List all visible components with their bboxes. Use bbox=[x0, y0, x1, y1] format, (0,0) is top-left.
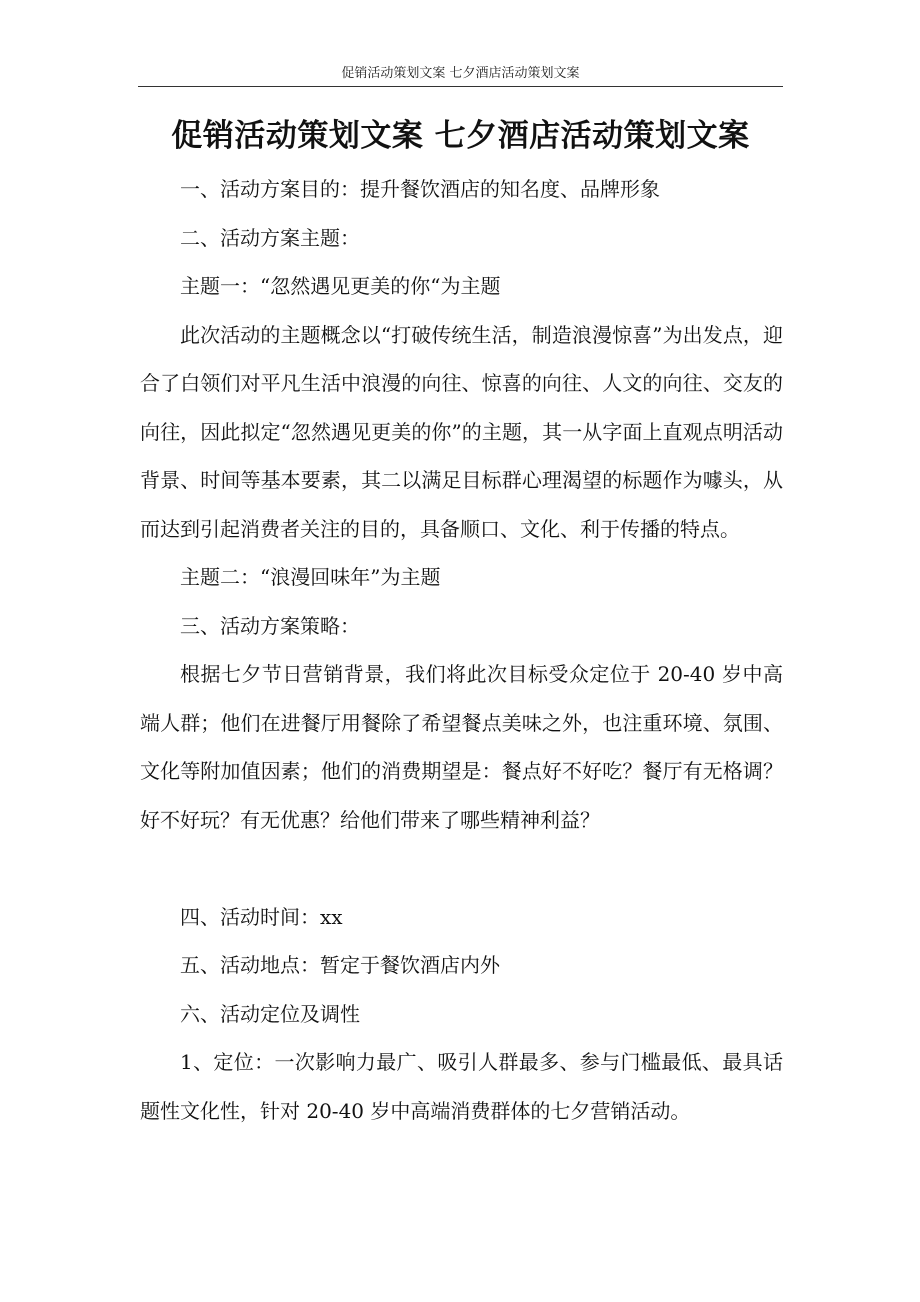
paragraph-location: 五、活动地点：暂定于餐饮酒店内外 bbox=[180, 953, 500, 977]
paragraph-time: 四、活动时间：xx bbox=[180, 904, 343, 929]
document-title: 促销活动策划文案 七夕酒店活动策划文案 bbox=[171, 118, 750, 154]
paragraph-strategy: 根据七夕节日营销背景，我们将此次目标受众定位于 20-40 岁中高端人群；他们在进餐厅用餐除了希望餐点美味之外，也注重环境、氛围、文化等附加值因素；他们的消费期望是：餐点好不好吃？餐厅有无格调？好不好玩？有无优惠？给他们带来了哪些精神利益？ bbox=[140, 662, 783, 832]
paragraph-theme-heading: 二、活动方案主题： bbox=[180, 225, 360, 250]
paragraph-strategy-heading: 三、活动方案策略： bbox=[180, 613, 360, 638]
document-body bbox=[140, 165, 783, 1135]
paragraph-theme-concept: 此次活动的主题概念以“打破传统生活，制造浪漫惊喜”为出发点，迎合了白领们对平凡生活中浪漫的向往、惊喜的向往、人文的向往、交友的向往，因此拟定“忽然遇见更美的你”的主题，其一从字面上直观点明活动背景、时间等基本要素，其二以满足目标群心理渴望的标题作为噱头，从而达到引起消费者关注的目的，具备顺口、文化、利于传播的特点。 bbox=[140, 322, 783, 541]
paragraph-positioning: 1、定位：一次影响力最广、吸引人群最多、参与门槛最低、最具话题性文化性，针对 20-40 岁中高端消费群体的七夕营销活动。 bbox=[140, 1050, 783, 1123]
paragraph-purpose: 一、活动方案目的：提升餐饮酒店的知名度、品牌形象 bbox=[180, 177, 660, 201]
paragraph-theme-one: 主题一：“忽然遇见更美的你“为主题 bbox=[180, 274, 501, 298]
running-header: 促销活动策划文案 七夕酒店活动策划文案 bbox=[138, 66, 783, 87]
paragraph-theme-two: 主题二：“浪漫回味年”为主题 bbox=[180, 565, 441, 589]
paragraph-positioning-heading: 六、活动定位及调性 bbox=[180, 1001, 360, 1026]
